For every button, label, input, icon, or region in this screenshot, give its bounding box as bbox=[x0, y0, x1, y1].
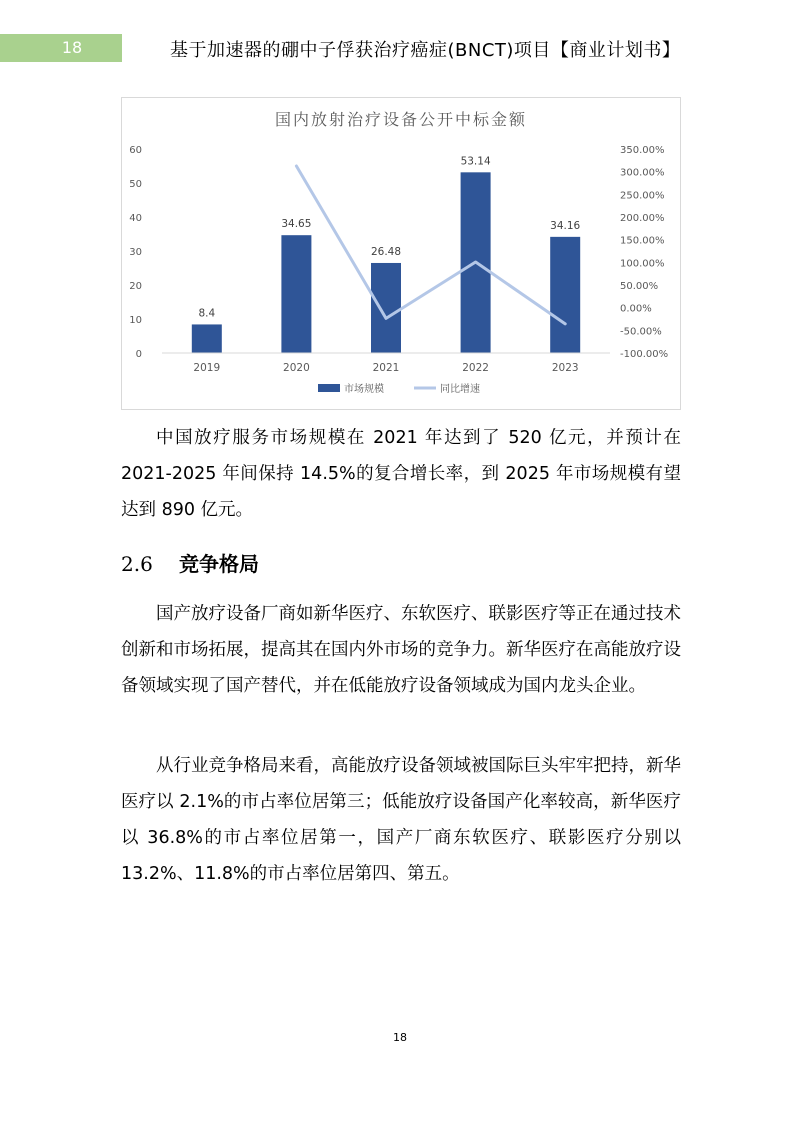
y-tick-label: 10 bbox=[129, 315, 142, 326]
section-title: 竞争格局 bbox=[179, 552, 259, 576]
header-page-number: 18 bbox=[61, 38, 83, 57]
paragraph-market-size bbox=[121, 420, 681, 528]
y2-tick-label: 0.00% bbox=[620, 303, 652, 315]
y2-tick-label: 50.00% bbox=[620, 281, 659, 292]
paragraph-competition bbox=[121, 596, 681, 704]
bar-2019 bbox=[192, 324, 222, 353]
bar-data-label: 8.4 bbox=[198, 307, 216, 320]
bar-2023 bbox=[550, 237, 580, 353]
x-tick-label: 2023 bbox=[551, 362, 579, 374]
y2-tick-label: 250.00% bbox=[620, 190, 665, 202]
footer-page-number: 18 bbox=[393, 1031, 407, 1044]
y2-tick-label: 150.00% bbox=[620, 235, 665, 247]
bar-data-label: 34.65 bbox=[281, 218, 312, 231]
bar-data-label: 34.16 bbox=[550, 219, 581, 232]
growth-rate-line bbox=[296, 166, 565, 324]
legend-label-market-size: 市场规模 bbox=[344, 384, 384, 395]
y2-tick-label: -50.00% bbox=[620, 326, 662, 338]
y-tick-label: 0 bbox=[135, 349, 142, 360]
y2-tick-label: 200.00% bbox=[620, 213, 665, 224]
y-tick-label: 60 bbox=[129, 145, 142, 156]
y-tick-label: 40 bbox=[129, 213, 142, 224]
bar-data-label: 26.48 bbox=[370, 245, 402, 258]
y-tick-label: 20 bbox=[129, 281, 142, 292]
bar-line-chart bbox=[122, 98, 680, 409]
y2-tick-label: 300.00% bbox=[620, 167, 665, 179]
y2-tick-label: -100.00% bbox=[620, 349, 669, 360]
section-heading bbox=[121, 548, 259, 577]
y-tick-label: 50 bbox=[129, 179, 142, 190]
chart-container bbox=[121, 97, 681, 410]
bar-2021 bbox=[371, 263, 401, 353]
y2-tick-label: 100.00% bbox=[620, 258, 665, 270]
x-tick-label: 2022 bbox=[462, 362, 489, 374]
bar-data-label: 53.14 bbox=[460, 155, 491, 168]
header-page-number-box bbox=[0, 34, 122, 62]
y-tick-label: 30 bbox=[129, 247, 142, 258]
paragraph-market-share bbox=[121, 748, 681, 892]
bar-2020 bbox=[281, 235, 311, 353]
y2-tick-label: 350.00% bbox=[620, 145, 665, 156]
x-tick-label: 2019 bbox=[193, 362, 221, 374]
paragraph-text-3: 从行业竞争格局来看，高能放疗设备领域被国际巨头牢牢把持，新华医疗以 2.1%的市占率位居第三；低能放疗设备国产化率较高，新华医疗以 36.8%的市占率位居第一，国产厂商东软医疗、联影医疗分别以 13.2%、11.8%的市占率位居第四、第五。 bbox=[121, 756, 681, 884]
section-number: 2.6 bbox=[121, 552, 153, 576]
chart-title: 国内放射治疗设备公开中标金额 bbox=[274, 110, 528, 129]
x-tick-label: 2021 bbox=[372, 362, 400, 374]
x-tick-label: 2020 bbox=[283, 362, 310, 374]
legend-swatch-market-size bbox=[318, 384, 340, 392]
paragraph-text-2: 国产放疗设备厂商如新华医疗、东软医疗、联影医疗等正在通过技术创新和市场拓展，提高其在国内外市场的竞争力。新华医疗在高能放疗设备领域实现了国产替代，并在低能放疗设备领域成为国内龙头企业。 bbox=[121, 604, 681, 696]
header-title: 基于加速器的硼中子俘获治疗癌症(BNCT)项目【商业计划书】 bbox=[170, 40, 681, 61]
paragraph-text-1: 中国放疗服务市场规模在 2021 年达到了 520 亿元，并预计在 2021-2025 年间保持 14.5%的复合增长率，到 2025 年市场规模有望达到 890 亿元。 bbox=[121, 428, 682, 520]
legend-label-growth-rate: 同比增速 bbox=[440, 384, 480, 395]
